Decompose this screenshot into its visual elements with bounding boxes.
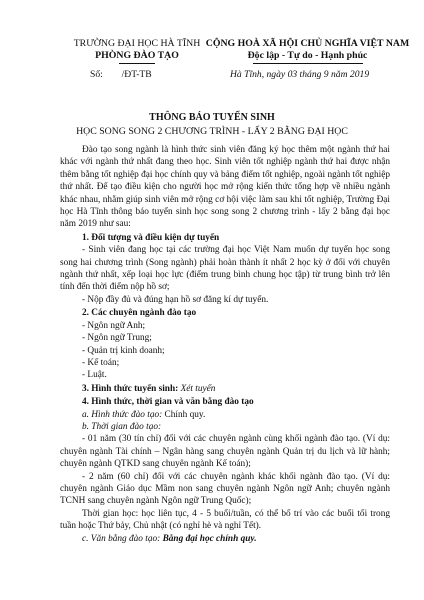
- intro-paragraph: Đào tạo song ngành là hình thức sinh viên đăng ký học thêm một ngành thứ hai khác với ngành thứ nhất đang theo học. Sinh viên tốt nghiệp ngành thứ hai được nhận thêm bằng tốt nghiệp đại học chính quy và bảng điểm tốt nghiệp, ngoài ngành tốt nghiệp thứ nhất. Để tạo điều kiện cho người học mở rộng kiến thức tổng hợp về nhiều ngành khác nhau, nhằm giúp sinh viên mở rộng cơ hội việc làm sau khi tốt nghiệp, Trường Đại học Hà Tĩnh thông báo tuyển sinh học song song 2 chương trình - lấy 2 bằng đại học năm 2019 như sau:: [60, 145, 390, 230]
- page-subtitle: HỌC SONG SONG 2 CHƯƠNG TRÌNH - LẤY 2 BẰNG ĐẠI HỌC: [76, 126, 348, 137]
- major-item: - Kế toán;: [82, 357, 120, 368]
- country-name: CỘNG HOÀ XÃ HỘI CHỦ NGHĨA VIỆT NAM: [205, 38, 410, 49]
- section-4a-label: a. Hình thức đào tạo:: [82, 409, 163, 420]
- motto: Độc lập - Tự do - Hạnh phúc: [247, 50, 368, 61]
- issuer-block: [62, 38, 212, 64]
- major-item: - Luật.: [82, 370, 107, 381]
- major-item: - Ngôn ngữ Anh;: [82, 320, 146, 331]
- doc-number-value: /ĐT-TB: [121, 69, 152, 80]
- section-3-value: Xét tuyển: [180, 383, 216, 394]
- section-3-title: 3. Hình thức tuyển sinh: [82, 383, 176, 394]
- section-4b-label: b. Thời gian đào tạo:: [82, 421, 162, 432]
- section-4c-value: Bằng đại học chính quy.: [162, 533, 257, 544]
- motto-underline: [253, 63, 363, 64]
- section-3: 3. Hình thức tuyển sinh: Xét tuyển: [82, 383, 216, 394]
- issuer-underline: [119, 63, 155, 64]
- section-4c: [60, 533, 390, 545]
- doc-number-label: Số:: [90, 69, 103, 80]
- section-4b-paragraph-3: Thời gian học: học liên tục, 4 - 5 buổi/tuần, có thể bố trí vào các buổi tối trong tuần hoặc Thứ bảy, Chủ nhật (có nghỉ hè và nghỉ Tết).: [60, 508, 390, 532]
- date-line: Hà Tĩnh, ngày 03 tháng 9 năm 2019: [230, 69, 370, 80]
- page-title: THÔNG BÁO TUYỂN SINH: [149, 112, 275, 123]
- section-1-title: 1. Đối tượng và điều kiện dự tuyển: [82, 232, 220, 243]
- university-name: TRƯỜNG ĐẠI HỌC HÀ TĨNH: [73, 38, 201, 49]
- major-item: - Quản trị kinh doanh;: [82, 345, 165, 356]
- national-motto-block: [205, 38, 410, 64]
- section-2-title: 2. Các chuyên ngành đào tạo: [82, 308, 197, 319]
- document-number: [90, 69, 152, 80]
- section-4b-paragraph-2: - 2 năm (60 chỉ) đối với các chuyên ngành khác khối ngành đào tạo. (Ví dụ: chuyên ngành Giáo dục Mầm non sang chuyên ngành Ngôn ngữ Anh; chuyên ngành TCNH sang chuyên ngành Ngôn ngữ Trung Quốc);: [60, 471, 390, 507]
- section-1-paragraph-2: - Nộp đầy đủ và đúng hạn hồ sơ đăng kí dự tuyển.: [82, 294, 269, 305]
- section-1-paragraph-1: - Sinh viên đang học tại các trường đại học Việt Nam muốn dự tuyển học song song hai chương trình (Song ngành) phải hoàn thành ít nhất 2 học kỳ ở đối với chuyên ngành thứ nhất, xếp loại học lực (điểm trung bình chung học tập) từ trung bình trở lên tính đến thời điểm nộp hồ sơ;: [60, 245, 390, 293]
- section-4-title: 4. Hình thức, thời gian và văn bằng đào tạo: [82, 397, 254, 408]
- department-name: PHÒNG ĐÀO TẠO: [95, 50, 179, 61]
- document-body: [60, 144, 390, 545]
- section-4b-paragraph-1: - 01 năm (30 tín chỉ) đối với các chuyên ngành cùng khối ngành đào tạo. (Ví dụ: chuyên ngành Tài chính – Ngân hàng sang chuyên ngành Quản trị du lịch và lữ hành; chuyên ngành QTKD sang chuyên ngành Kế toán);: [60, 434, 390, 470]
- section-4c-label: c. Văn bằng đào tạo:: [82, 533, 161, 544]
- section-4a: [60, 409, 390, 421]
- section-4a-value: Chính quy.: [162, 409, 206, 420]
- major-item: - Ngôn ngữ Trung;: [82, 333, 152, 344]
